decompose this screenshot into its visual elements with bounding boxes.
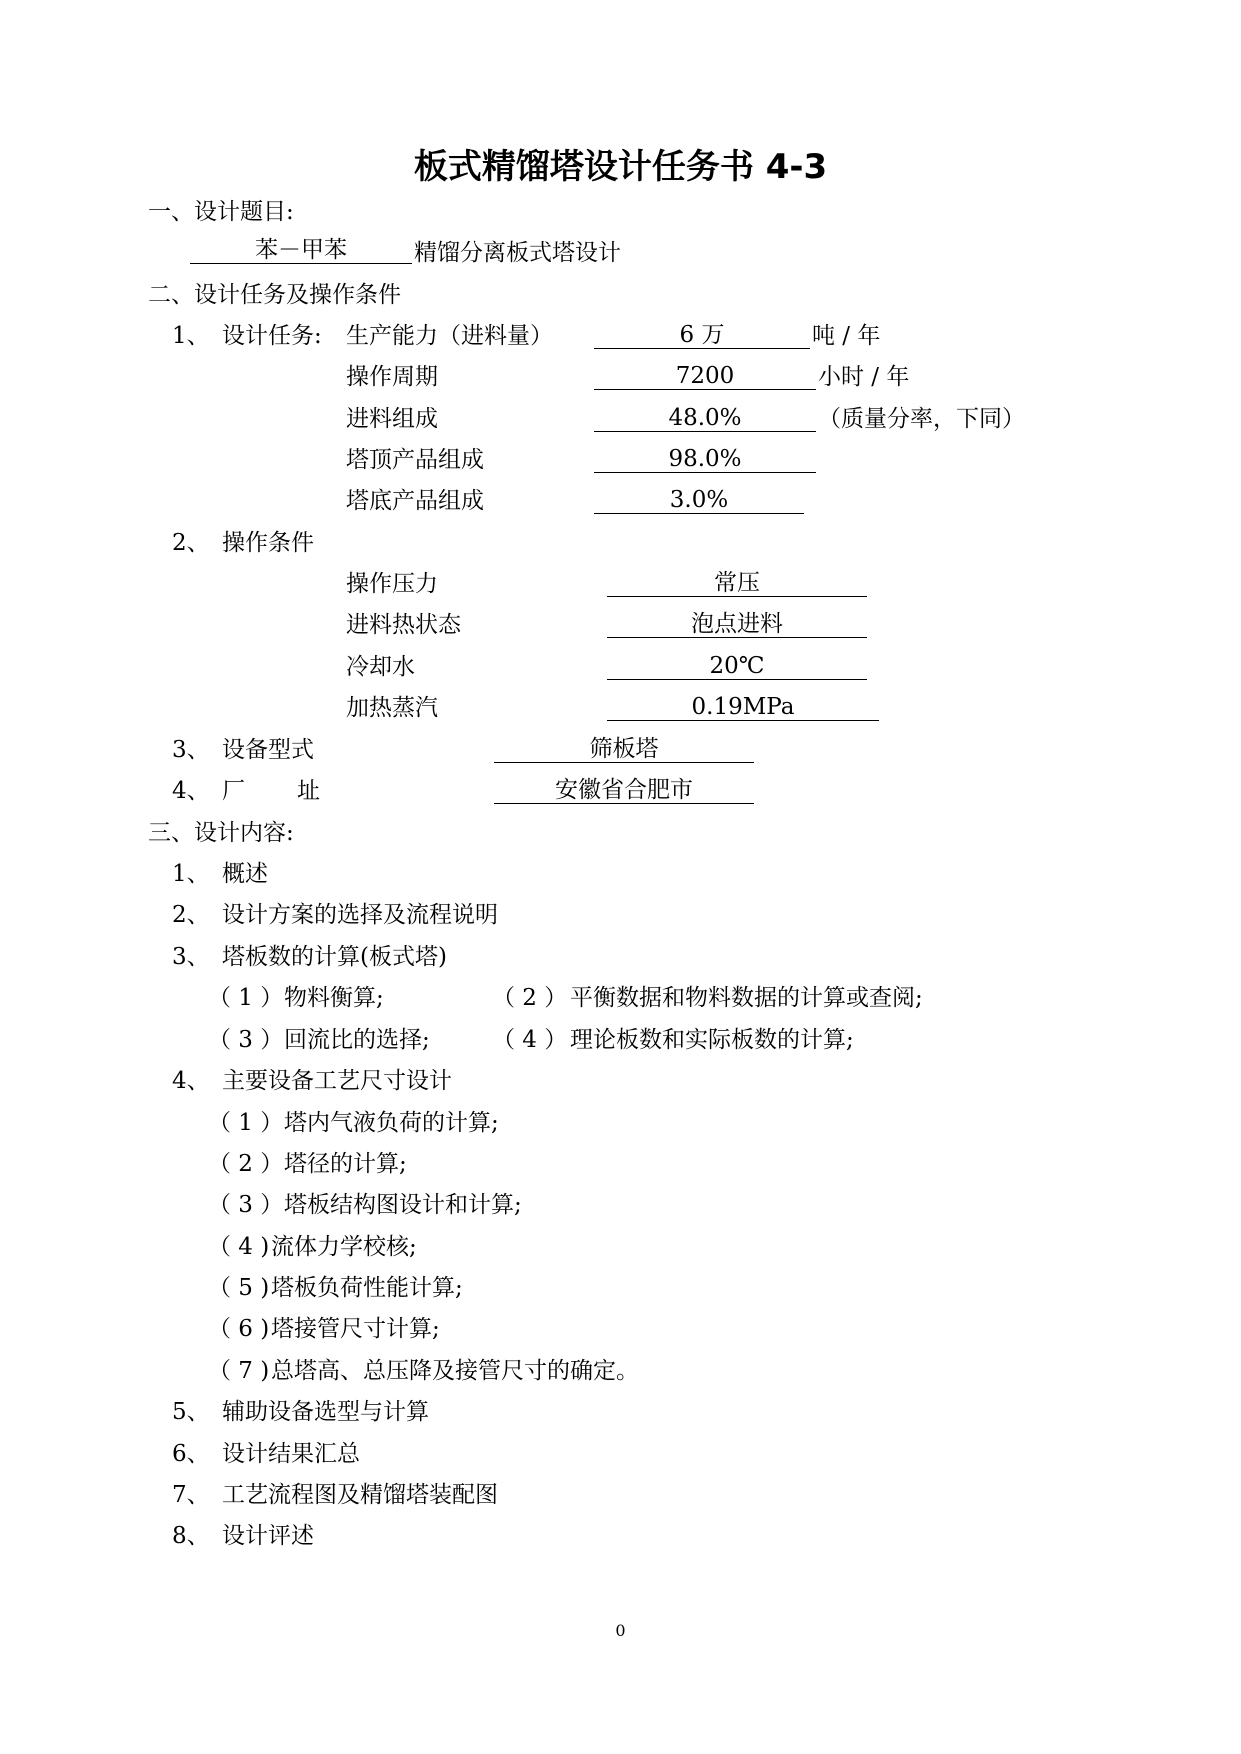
sub-item-number: （ 1 ） [208, 1110, 284, 1136]
section1-heading: 一、设计题目: [148, 199, 294, 225]
condition-label: 操作压力 [346, 571, 438, 597]
content-item-number: 5、 [172, 1399, 210, 1425]
condition-value: 常压 [607, 570, 867, 597]
sub-item-number: （ 4 ) [208, 1234, 270, 1260]
sub-item-text: 回流比的选择; [284, 1027, 430, 1053]
content-item-number: 8、 [172, 1523, 210, 1549]
content-item-number: 1、 [172, 861, 210, 887]
item1-number: 1、 [172, 323, 210, 349]
condition-value: 0.19MPa [607, 694, 879, 721]
item1-label: 设计任务: [222, 323, 322, 349]
condition-label: 加热蒸汽 [346, 695, 438, 721]
task-label: 进料组成 [346, 406, 438, 432]
sub-item-text: 塔接管尺寸计算; [271, 1316, 440, 1342]
sub-item-number: （ 3 ） [208, 1027, 284, 1053]
item3-number: 3、 [172, 737, 210, 763]
content-item-text: 设计结果汇总 [222, 1441, 360, 1467]
sub-item-text: 理论板数和实际板数的计算; [570, 1027, 854, 1053]
sub-item-number: （ 1 ） [208, 985, 284, 1011]
sub-item-text: 平衡数据和物料数据的计算或查阅; [570, 985, 923, 1011]
item2-label: 操作条件 [222, 530, 314, 556]
task-value: 98.0% [594, 446, 816, 473]
item3-label: 设备型式 [222, 737, 314, 763]
item4-label-a: 厂 [222, 778, 245, 804]
sub-item-text: 塔内气液负荷的计算; [284, 1110, 499, 1136]
content-item-number: 2、 [172, 902, 210, 928]
task-value: 3.0% [594, 487, 804, 514]
site-value: 安徽省合肥市 [494, 777, 754, 804]
content-item-text: 主要设备工艺尺寸设计 [222, 1068, 452, 1094]
sub-item-text: 总塔高、总压降及接管尺寸的确定。 [271, 1358, 639, 1384]
task-value: 48.0% [594, 405, 816, 432]
content-item-text: 辅助设备选型与计算 [222, 1399, 429, 1425]
task-label: 塔底产品组成 [346, 488, 484, 514]
sub-item-number: （ 5 ) [208, 1275, 270, 1301]
equipment-type-value: 筛板塔 [494, 736, 754, 763]
condition-value: 泡点进料 [607, 611, 867, 638]
item2-number: 2、 [172, 530, 210, 556]
content-item-number: 7、 [172, 1482, 210, 1508]
content-item-number: 3、 [172, 944, 210, 970]
document-title: 板式精馏塔设计任务书 4-3 [413, 147, 828, 187]
content-item-text: 工艺流程图及精馏塔装配图 [222, 1482, 498, 1508]
task-value: 7200 [594, 363, 816, 390]
sub-item-text: 流体力学校核; [271, 1234, 417, 1260]
task-unit: 小时 / 年 [818, 364, 910, 390]
item4-label-b: 址 [297, 778, 320, 804]
task-unit: （质量分率，下同） [818, 406, 1025, 432]
sub-item-number: （ 2 ） [492, 985, 568, 1011]
task-value: 6 万 [594, 322, 810, 349]
sub-item-number: （ 7 ) [208, 1358, 270, 1384]
content-item-text: 概述 [222, 861, 268, 887]
sub-item-text: 塔径的计算; [284, 1151, 407, 1177]
task-unit: 吨 / 年 [812, 323, 881, 349]
topic-blank: 苯－甲苯 [190, 237, 412, 264]
sub-item-number: （ 6 ) [208, 1316, 270, 1342]
sub-item-number: （ 4 ） [492, 1027, 568, 1053]
task-label: 操作周期 [346, 364, 438, 390]
sub-item-number: （ 2 ） [208, 1151, 284, 1177]
condition-label: 进料热状态 [346, 612, 461, 638]
task-label: 塔顶产品组成 [346, 447, 484, 473]
condition-label: 冷却水 [346, 654, 415, 680]
topic-suffix: 精馏分离板式塔设计 [414, 240, 621, 266]
section3-heading: 三、设计内容: [148, 820, 294, 846]
content-item-number: 6、 [172, 1441, 210, 1467]
section2-heading: 二、设计任务及操作条件 [148, 282, 401, 308]
item4-number: 4、 [172, 778, 210, 804]
sub-item-text: 物料衡算; [284, 985, 384, 1011]
content-item-number: 4、 [172, 1068, 210, 1094]
page-number: 0 [615, 1621, 626, 1640]
content-item-text: 设计评述 [222, 1523, 314, 1549]
content-item-text: 设计方案的选择及流程说明 [222, 902, 498, 928]
sub-item-text: 塔板结构图设计和计算; [284, 1192, 522, 1218]
task-label: 生产能力（进料量） [346, 323, 553, 349]
content-item-text: 塔板数的计算(板式塔) [222, 944, 447, 970]
sub-item-number: （ 3 ） [208, 1192, 284, 1218]
sub-item-text: 塔板负荷性能计算; [271, 1275, 463, 1301]
condition-value: 20℃ [607, 653, 867, 680]
